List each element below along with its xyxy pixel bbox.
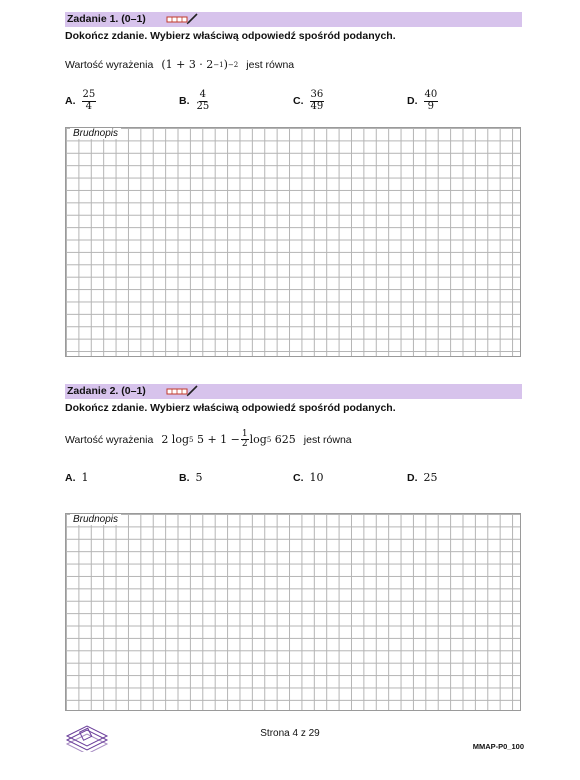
task1-expr-prefix: Wartość wyrażenia (65, 58, 154, 71)
answer-value: 25 (423, 471, 438, 484)
answer-letter: A. (65, 95, 76, 107)
task2-header-bar (65, 384, 522, 399)
task2-scratch-grid[interactable] (65, 513, 521, 711)
answer-letter: C. (293, 471, 304, 484)
answer-value: 10 (309, 471, 324, 484)
scratch-label: Brudnopis (70, 128, 121, 139)
answer-letter: B. (179, 95, 190, 107)
answer-value: 5 (195, 471, 203, 484)
exam-code: MMAP-P0_100 (472, 742, 524, 751)
answer-fraction: $\frac{40}{9}$ (424, 89, 438, 112)
task1-instruction: Dokończ zdanie. Wybierz właściwą odpowiedź spośród podanych. (65, 30, 396, 42)
task1-title: Zadanie 1. (0–1) (67, 13, 146, 25)
task2-instruction: Dokończ zdanie. Wybierz właściwą odpowiedź spośród podanych. (65, 402, 396, 414)
answer-value: 1 (81, 471, 89, 484)
pencil-icon (166, 13, 200, 25)
task1-scratch-grid[interactable] (65, 127, 521, 357)
pencil-icon (166, 385, 200, 397)
task1-answer-b[interactable] (179, 90, 210, 112)
answer-letter: D. (407, 95, 418, 107)
task2-expression (65, 430, 352, 450)
task2-expr-suffix: jest równa (303, 433, 352, 446)
answer-letter: A. (65, 471, 76, 484)
answer-fraction: $\frac{25}{4}$ (82, 89, 96, 112)
task1-header-bar (65, 12, 522, 27)
task1-answer-a[interactable] (65, 90, 96, 112)
task1-expression (65, 58, 294, 71)
task1-answer-d[interactable] (407, 90, 438, 112)
task1-answer-c[interactable] (293, 90, 324, 112)
answer-letter: C. (293, 95, 304, 107)
page-number: Strona 4 z 29 (260, 728, 320, 739)
task1-expr-suffix: jest równa (246, 58, 295, 71)
task2-title: Zadanie 2. (0–1) (67, 385, 146, 397)
task2-answer-a[interactable] (65, 471, 89, 484)
task2-answer-d[interactable] (407, 471, 438, 484)
task2-answer-c[interactable] (293, 471, 324, 484)
answer-fraction: $\frac{4}{25}$ (196, 89, 210, 112)
task2-answer-b[interactable] (179, 471, 203, 484)
answer-letter: B. (179, 471, 190, 484)
answer-letter: D. (407, 471, 418, 484)
task1-formula: (1 + 3 · 2 −1 ) −2 (161, 58, 239, 71)
task2-formula: 2 log 5 5 + 1 − $\frac{1}{2}$ log 5 625 (161, 429, 296, 450)
task2-expr-prefix: Wartość wyrażenia (65, 433, 154, 446)
answer-fraction: $\frac{36}{49}$ (310, 89, 324, 112)
scratch-label: Brudnopis (70, 514, 121, 525)
